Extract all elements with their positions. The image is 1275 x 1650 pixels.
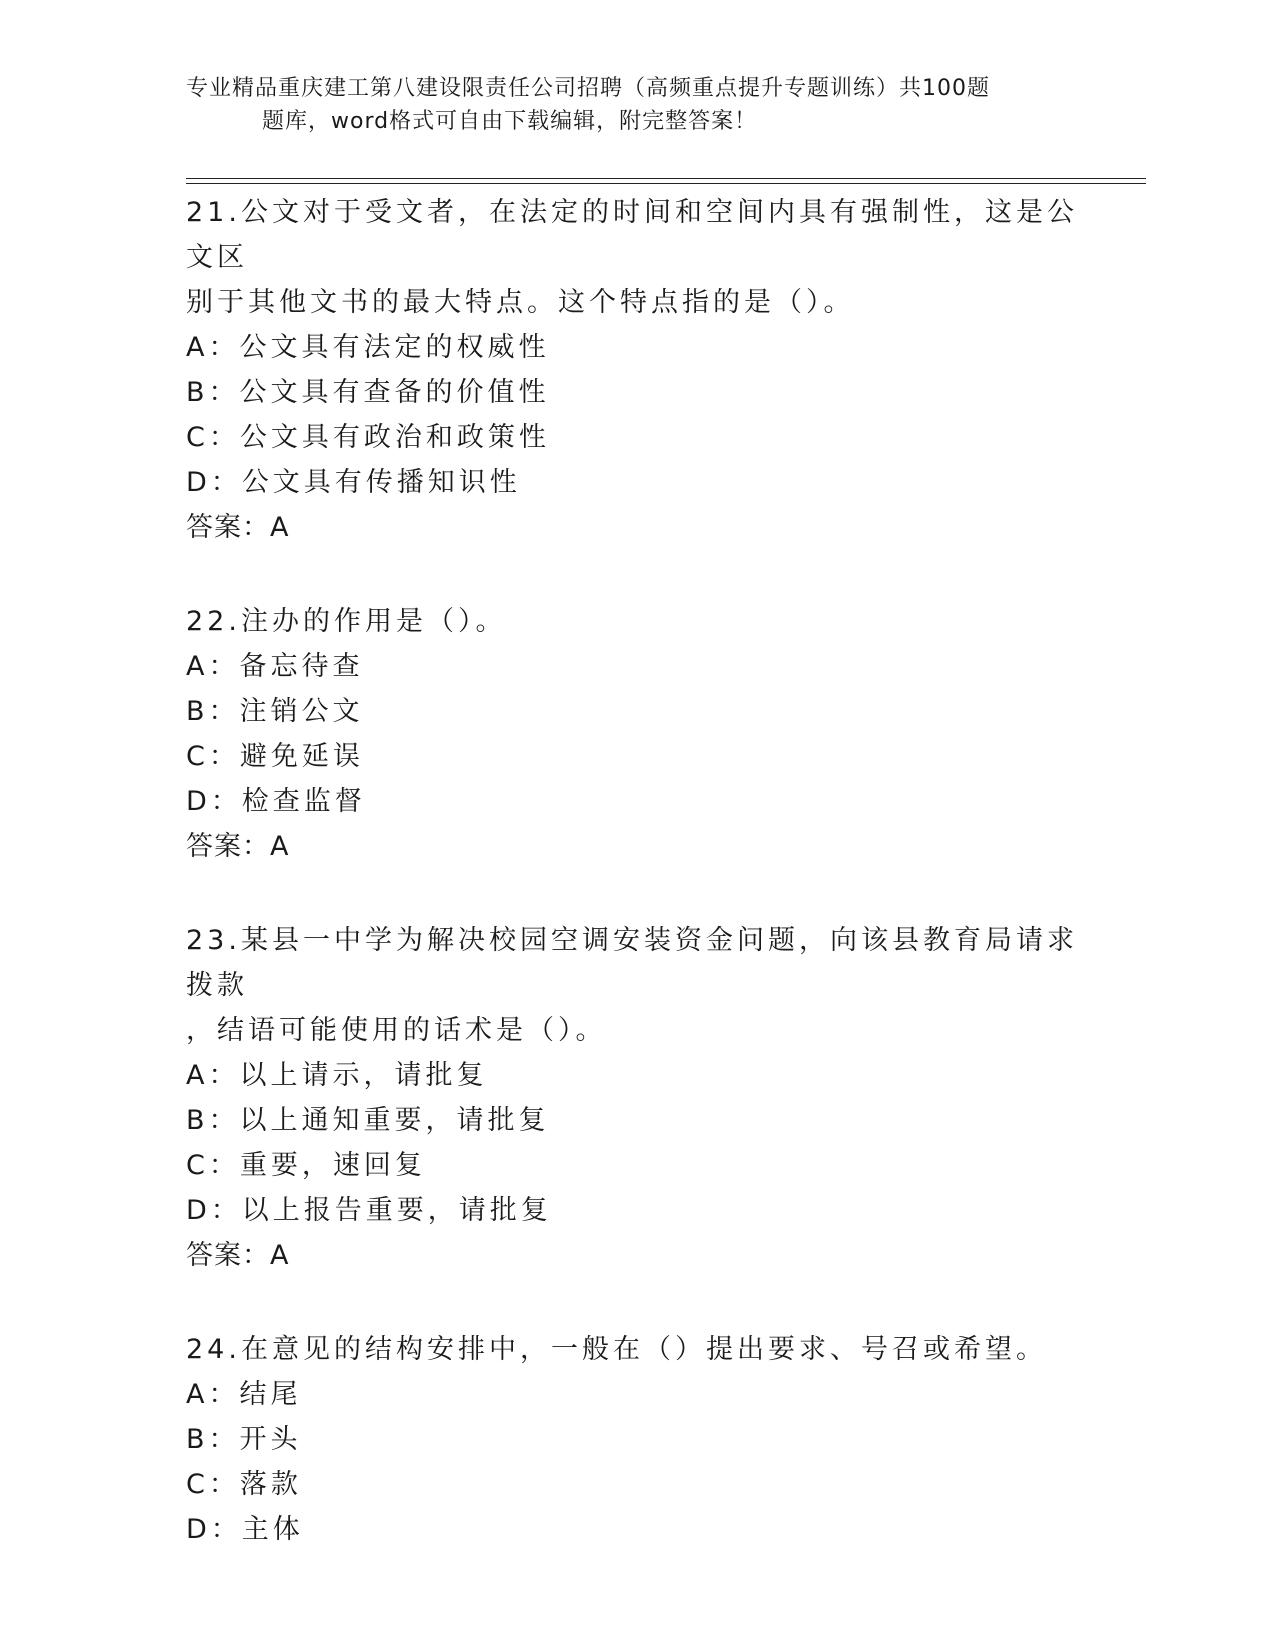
question-text: [186, 595, 1086, 644]
option-b: B：开头: [186, 1424, 302, 1455]
option-c: C：避免延误: [186, 741, 364, 772]
question-24: [186, 1323, 1086, 1552]
question-spacer: [186, 551, 1086, 595]
question-23: [186, 914, 1086, 1279]
question-text-line: 别于其他文书的最大特点。这个特点指的是（）。: [186, 287, 855, 318]
document-header: [186, 72, 1066, 138]
option-b: B：注销公文: [186, 696, 364, 727]
option-a: A：备忘待查: [186, 651, 364, 682]
answer: 答案：A: [186, 512, 290, 543]
option-a: A：公文具有法定的权威性: [186, 332, 550, 363]
header-line-1: 专业精品重庆建工第八建设限责任公司招聘（高频重点提升专题训练）共100题: [186, 76, 990, 101]
option-c: C：落款: [186, 1469, 302, 1500]
header-divider-bottom: [186, 183, 1146, 184]
header-divider-top: [186, 178, 1146, 179]
option-c: C：重要，速回复: [186, 1150, 426, 1181]
option-c: C：公文具有政治和政策性: [186, 422, 550, 453]
answer: 答案：A: [186, 831, 290, 862]
option-a: A：以上请示，请批复: [186, 1060, 488, 1091]
question-22: [186, 595, 1086, 870]
option-d: D：检查监督: [186, 786, 366, 817]
question-text-line: 21.公文对于受文者，在法定的时间和空间内具有强制性，这是公文区: [186, 197, 1078, 273]
question-list: [186, 186, 1086, 1552]
question-text: [186, 1323, 1086, 1372]
question-text-line: 23.某县一中学为解决校园空调安装资金问题，向该县教育局请求拨款: [186, 925, 1078, 1001]
option-b: B：以上通知重要，请批复: [186, 1105, 550, 1136]
question-text-line: 24.在意见的结构安排中，一般在（）提出要求、号召或希望。: [186, 1334, 1047, 1365]
question-21: [186, 186, 1086, 551]
question-spacer: [186, 870, 1086, 914]
option-b: B：公文具有查备的价值性: [186, 377, 550, 408]
option-d: D：公文具有传播知识性: [186, 467, 521, 498]
question-spacer: [186, 1279, 1086, 1323]
header-line-2: 题库，word格式可自由下载编辑，附完整答案！: [262, 109, 758, 134]
answer: 答案：A: [186, 1240, 290, 1271]
question-text-line: 22.注办的作用是（）。: [186, 606, 507, 637]
option-a: A：结尾: [186, 1379, 302, 1410]
option-d: D：以上报告重要，请批复: [186, 1195, 552, 1226]
question-text-line: ，结语可能使用的话术是（）。: [186, 1015, 607, 1046]
question-text: [186, 186, 1086, 325]
question-text: [186, 914, 1086, 1053]
option-d: D：主体: [186, 1514, 304, 1545]
